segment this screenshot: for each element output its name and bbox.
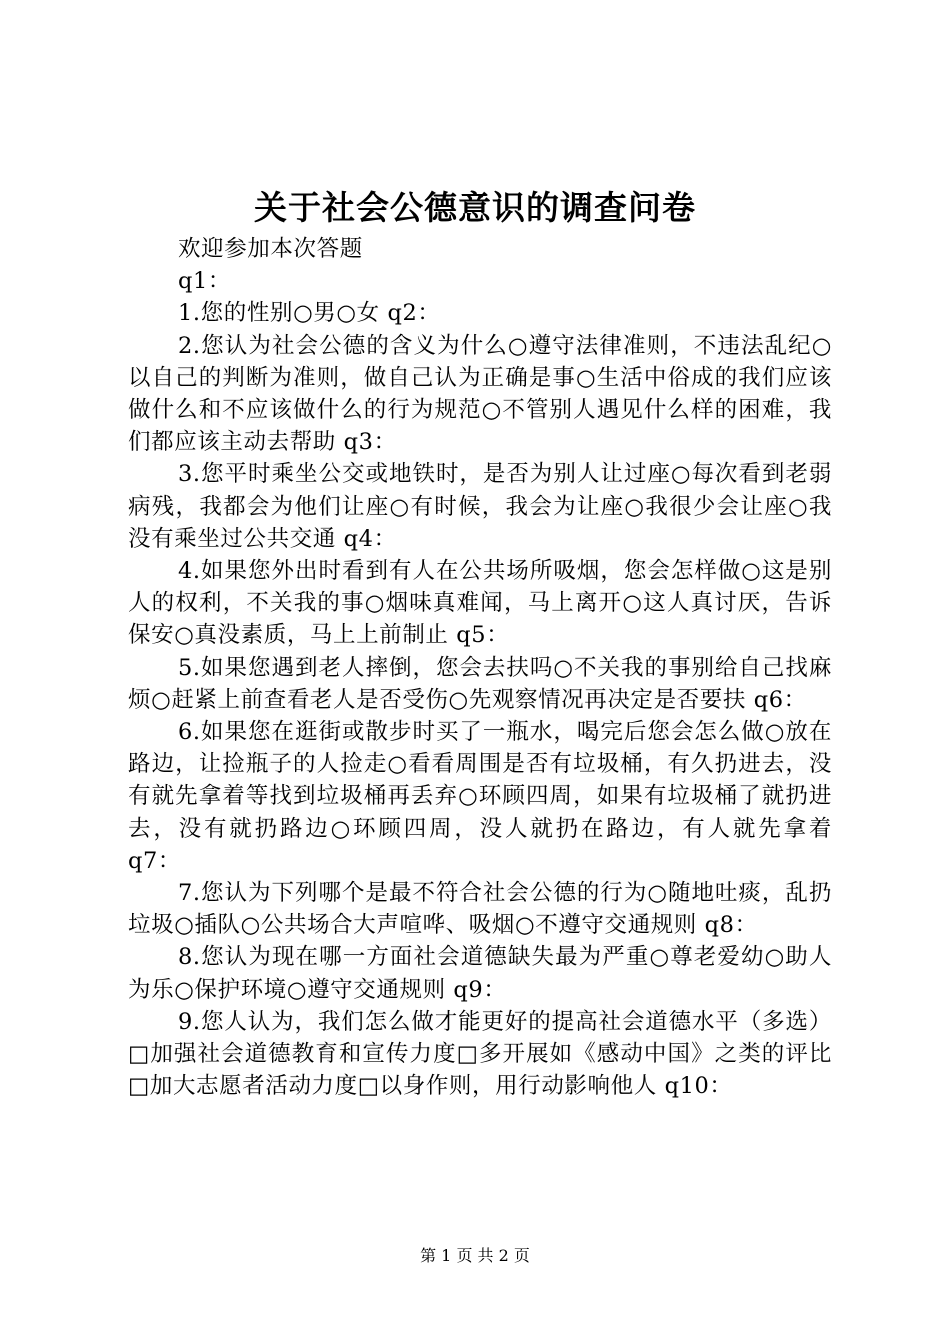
welcome-line: 欢迎参加本次答题 bbox=[178, 236, 363, 262]
question-marker: q1： bbox=[178, 268, 232, 295]
page-total: 共 2 页 bbox=[477, 1246, 530, 1265]
question-5: 5.如果您遇到老人摔倒，您会去扶吗○不关我的事别给自己找麻烦○赶紧上前查看老人是否受伤○先观察情况再决定是否要扶 q6： bbox=[128, 654, 832, 713]
document-body bbox=[128, 233, 832, 1102]
question-8: 8.您认为现在哪一方面社会道德缺失最为严重○尊老爱幼○助人为乐○保护环境○遵守交通规则 q9： bbox=[128, 944, 832, 1003]
document-title: 关于社会公德意识的调查问卷 bbox=[254, 188, 696, 227]
question-9: 9.您人认为，我们怎么做才能更好的提高社会道德水平（多选）□加强社会道德教育和宣传力度□多开展如《感动中国》之类的评比□加大志愿者活动力度□以身作则，用行动影响他人 q10： bbox=[128, 1008, 832, 1100]
question-2: 2.您认为社会公德的含义为什么○遵守法律准则，不违法乱纪○以自己的判断为准则，做自己认为正确是事○生活中俗成的我们应该做什么和不应该做什么的行为规范○不管别人遇见什么样的困难，我们都应该主动去帮助 q3： bbox=[128, 332, 832, 456]
page-footer bbox=[0, 1244, 950, 1268]
question-6: 6.如果您在逛街或散步时买了一瓶水，喝完后您会怎么做○放在路边，让捡瓶子的人捡走○看看周围是否有垃圾桶，有久扔进去，没有就先拿着等找到垃圾桶再丢弃○环顾四周，如果有垃圾桶了就扔进去，没有就扔路边○环顾四周，没人就扔在路边，有人就先拿着 q7： bbox=[128, 719, 832, 874]
question-1: 1.您的性别○男○女 q2： bbox=[178, 300, 441, 327]
question-4: 4.如果您外出时看到有人在公共场所吸烟，您会怎样做○这是别人的权利，不关我的事○烟味真难闻，马上离开○这人真讨厌，告诉保安○真没素质，马上上前制止 q5： bbox=[128, 558, 832, 649]
question-7: 7.您认为下列哪个是最不符合社会公德的行为○随地吐痰，乱扔垃圾○插队○公共场合大声喧哗、吸烟○不遵守交通规则 q8： bbox=[128, 880, 832, 939]
page-number: 第 1 页 bbox=[420, 1246, 473, 1265]
question-3: 3.您平时乘坐公交或地铁时，是否为别人让过座○每次看到老弱病残，我都会为他们让座○有时候，我会为让座○我很少会让座○我没有乘坐过公共交通 q4： bbox=[128, 461, 832, 552]
